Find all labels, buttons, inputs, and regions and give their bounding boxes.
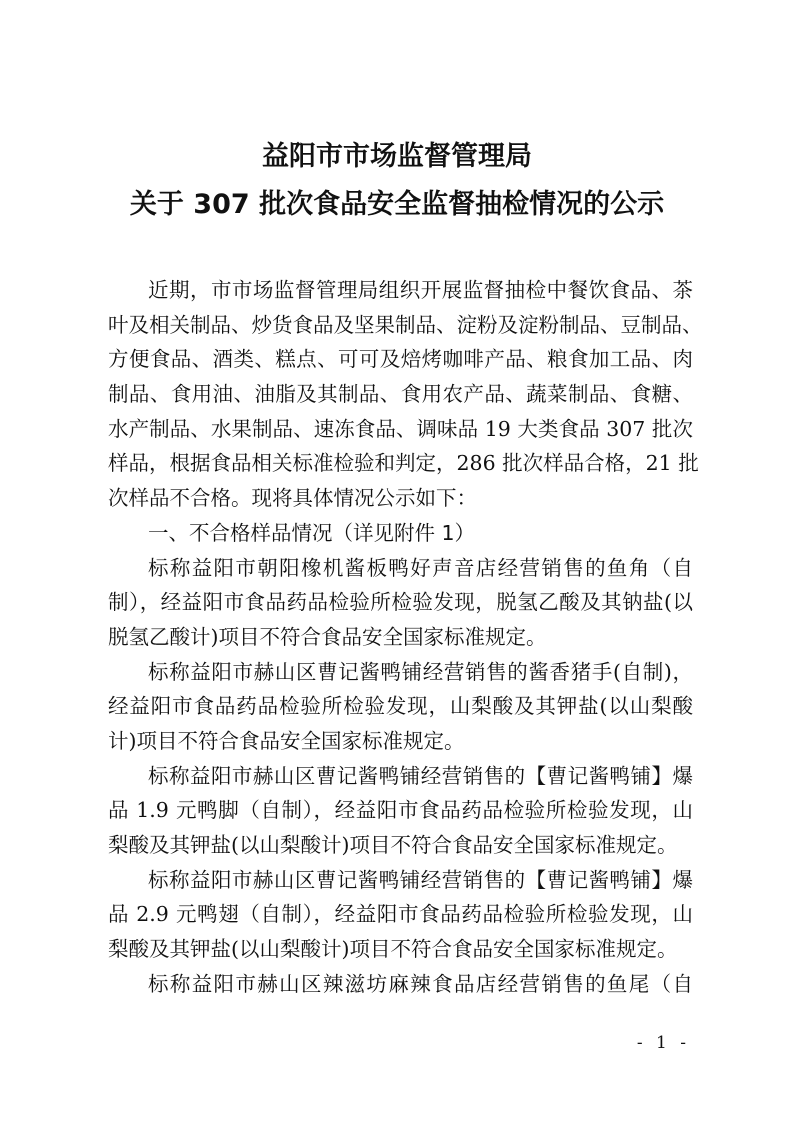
document-title-line-1: 益阳市市场监督管理局 [262,141,532,172]
text-line: 品 2.9 元鸭翅（自制），经益阳市食品药品检验所检验发现，山 [108,902,693,927]
paragraph [108,551,693,655]
text-line: 样品，根据食品相关标准检验和判定，286 批次样品合格，21 批 [108,451,699,476]
text-line: 一、不合格样品情况（详见附件 1） [148,520,476,545]
text-line: 标称益阳市赫山区辣滋坊麻辣食品店经营销售的鱼尾（自 [148,971,693,996]
document-title-line-2: 关于 307 批次食品安全监督抽检情况的公示 [129,189,665,220]
text-line: 梨酸及其钾盐(以山梨酸计)项目不符合食品安全国家标准规定。 [108,833,678,857]
text-line: 标称益阳市赫山区曹记酱鸭铺经营销售的【曹记酱鸭铺】爆 [148,763,693,788]
section-heading [108,516,693,551]
paragraph [108,655,693,759]
text-line: 次样品不合格。现将具体情况公示如下： [108,486,477,511]
page-number: - 1 - [636,1033,690,1053]
text-line: 脱氢乙酸计)项目不符合食品安全国家标准规定。 [108,624,547,649]
text-line: 近期，市市场监督管理局组织开展监督抽检中餐饮食品、茶 [148,278,693,302]
paragraph [108,967,693,1002]
text-line: 经益阳市食品药品检验所检验发现，山梨酸及其钾盐(以山梨酸 [108,694,693,719]
text-line: 标称益阳市朝阳橡机酱板鸭好声音店经营销售的鱼角（自 [148,555,693,580]
text-line: 方便食品、酒类、糕点、可可及焙烤咖啡产品、粮食加工品、肉 [108,347,693,372]
text-line: 叶及相关制品、炒货食品及坚果制品、淀粉及淀粉制品、豆制品、 [108,312,703,337]
text-line: 品 1.9 元鸭脚（自制），经益阳市食品药品检验所检验发现，山 [108,798,693,823]
paragraph [108,273,703,516]
text-line: 标称益阳市赫山区曹记酱鸭铺经营销售的【曹记酱鸭铺】爆 [148,867,693,892]
text-line: 标称益阳市赫山区曹记酱鸭铺经营销售的酱香猪手(自制)， [148,659,693,684]
text-line: 计)项目不符合食品安全国家标准规定。 [108,728,465,753]
paragraph [108,759,693,863]
text-line: 梨酸及其钾盐(以山梨酸计)项目不符合食品安全国家标准规定。 [108,937,678,962]
text-line: 制），经益阳市食品药品检验所检验发现，脱氢乙酸及其钠盐(以 [108,590,693,615]
paragraph [108,863,693,967]
text-line: 制品、食用油、油脂及其制品、食用农产品、蔬菜制品、食糖、 [108,382,693,407]
document-body [108,273,703,1001]
text-line: 水产制品、水果制品、速冻食品、调味品 19 大类食品 307 批次 [108,416,693,441]
